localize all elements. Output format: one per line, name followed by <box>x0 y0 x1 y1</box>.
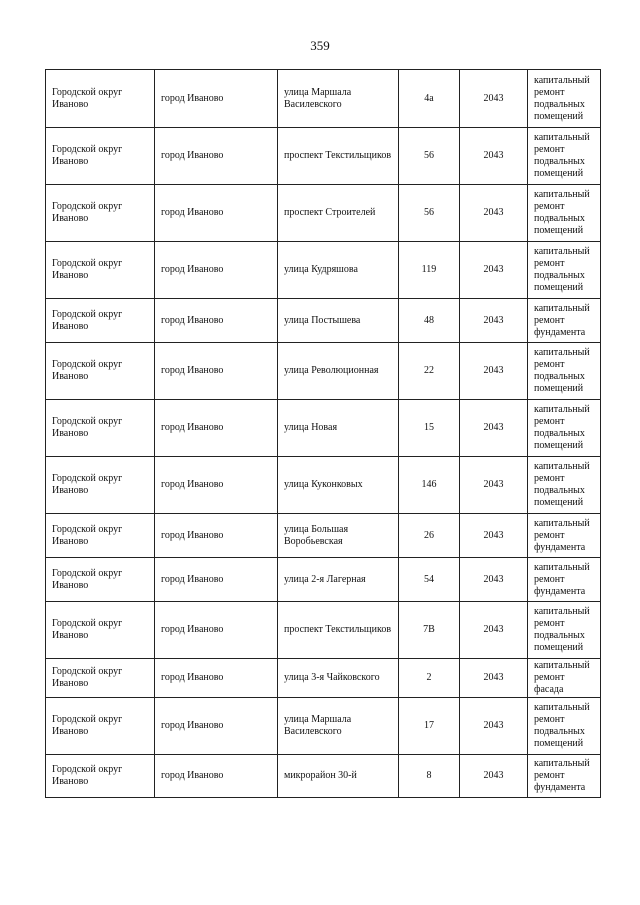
cell-street: проспект Текстильщиков <box>278 128 399 185</box>
cell-house-number: 17 <box>399 698 460 755</box>
table-row <box>46 558 601 602</box>
cell-municipality: Городской округ Иваново <box>46 185 155 242</box>
cell-city: город Иваново <box>155 128 278 185</box>
cell-work-type: капитальный ремонт подвальных помещений <box>528 242 601 299</box>
cell-year: 2043 <box>460 659 528 698</box>
cell-street: улица Большая Воробьевская <box>278 514 399 558</box>
cell-street: проспект Строителей <box>278 185 399 242</box>
table-row <box>46 400 601 457</box>
cell-city: город Иваново <box>155 755 278 798</box>
cell-municipality: Городской округ Иваново <box>46 70 155 128</box>
cell-municipality: Городской округ Иваново <box>46 242 155 299</box>
cell-year: 2043 <box>460 755 528 798</box>
cell-work-type: капитальный ремонт подвальных помещений <box>528 185 601 242</box>
cell-year: 2043 <box>460 185 528 242</box>
page-number: 359 <box>310 38 330 53</box>
cell-year: 2043 <box>460 70 528 128</box>
cell-municipality: Городской округ Иваново <box>46 128 155 185</box>
cell-year: 2043 <box>460 457 528 514</box>
cell-house-number: 22 <box>399 343 460 400</box>
cell-year: 2043 <box>460 400 528 457</box>
cell-work-type: капитальный ремонт подвальных помещений <box>528 400 601 457</box>
cell-house-number: 4а <box>399 70 460 128</box>
cell-municipality: Городской округ Иваново <box>46 698 155 755</box>
cell-year: 2043 <box>460 299 528 343</box>
cell-street: улица Новая <box>278 400 399 457</box>
cell-work-type: капитальный ремонт фундамента <box>528 514 601 558</box>
cell-year: 2043 <box>460 343 528 400</box>
cell-work-type: капитальный ремонт подвальных помещений <box>528 457 601 514</box>
cell-work-type: капитальный ремонт фасада <box>528 659 601 698</box>
housing-repair-table <box>45 69 601 798</box>
table-row <box>46 659 601 698</box>
cell-municipality: Городской округ Иваново <box>46 755 155 798</box>
cell-municipality: Городской округ Иваново <box>46 558 155 602</box>
cell-house-number: 26 <box>399 514 460 558</box>
cell-street: проспект Текстильщиков <box>278 602 399 659</box>
cell-work-type: капитальный ремонт подвальных помещений <box>528 343 601 400</box>
cell-city: город Иваново <box>155 242 278 299</box>
table-row <box>46 457 601 514</box>
cell-city: город Иваново <box>155 602 278 659</box>
table-row <box>46 128 601 185</box>
table-row <box>46 242 601 299</box>
cell-street: улица Куконковых <box>278 457 399 514</box>
cell-municipality: Городской округ Иваново <box>46 457 155 514</box>
cell-house-number: 119 <box>399 242 460 299</box>
cell-street: улица Революционная <box>278 343 399 400</box>
cell-street: улица Маршала Василевского <box>278 698 399 755</box>
cell-work-type: капитальный ремонт подвальных помещений <box>528 128 601 185</box>
cell-work-type: капитальный ремонт фундамента <box>528 299 601 343</box>
table-row <box>46 185 601 242</box>
cell-city: город Иваново <box>155 185 278 242</box>
cell-city: город Иваново <box>155 400 278 457</box>
cell-street: улица 3-я Чайковского <box>278 659 399 698</box>
cell-house-number: 48 <box>399 299 460 343</box>
cell-street: улица Постышева <box>278 299 399 343</box>
cell-street: улица Кудряшова <box>278 242 399 299</box>
cell-city: город Иваново <box>155 70 278 128</box>
table-row <box>46 299 601 343</box>
table-row <box>46 514 601 558</box>
cell-city: город Иваново <box>155 558 278 602</box>
cell-house-number: 56 <box>399 185 460 242</box>
cell-municipality: Городской округ Иваново <box>46 514 155 558</box>
cell-street: микрорайон 30-й <box>278 755 399 798</box>
cell-house-number: 15 <box>399 400 460 457</box>
cell-year: 2043 <box>460 698 528 755</box>
cell-city: город Иваново <box>155 514 278 558</box>
cell-year: 2043 <box>460 514 528 558</box>
cell-city: город Иваново <box>155 659 278 698</box>
table-row <box>46 602 601 659</box>
cell-municipality: Городской округ Иваново <box>46 299 155 343</box>
cell-municipality: Городской округ Иваново <box>46 400 155 457</box>
cell-city: город Иваново <box>155 299 278 343</box>
cell-municipality: Городской округ Иваново <box>46 602 155 659</box>
table-row <box>46 70 601 128</box>
table-row <box>46 755 601 798</box>
cell-year: 2043 <box>460 602 528 659</box>
cell-municipality: Городской округ Иваново <box>46 343 155 400</box>
cell-street: улица 2-я Лагерная <box>278 558 399 602</box>
cell-municipality: Городской округ Иваново <box>46 659 155 698</box>
table-row <box>46 343 601 400</box>
cell-house-number: 54 <box>399 558 460 602</box>
cell-year: 2043 <box>460 242 528 299</box>
cell-house-number: 146 <box>399 457 460 514</box>
table-row <box>46 698 601 755</box>
cell-house-number: 7В <box>399 602 460 659</box>
cell-work-type: капитальный ремонт подвальных помещений <box>528 602 601 659</box>
cell-city: город Иваново <box>155 343 278 400</box>
cell-work-type: капитальный ремонт фундамента <box>528 558 601 602</box>
cell-year: 2043 <box>460 128 528 185</box>
cell-city: город Иваново <box>155 457 278 514</box>
cell-work-type: капитальный ремонт подвальных помещений <box>528 698 601 755</box>
cell-work-type: капитальный ремонт фундамента <box>528 755 601 798</box>
cell-city: город Иваново <box>155 698 278 755</box>
cell-house-number: 8 <box>399 755 460 798</box>
cell-house-number: 2 <box>399 659 460 698</box>
cell-street: улица Маршала Василевского <box>278 70 399 128</box>
cell-work-type: капитальный ремонт подвальных помещений <box>528 70 601 128</box>
cell-year: 2043 <box>460 558 528 602</box>
cell-house-number: 56 <box>399 128 460 185</box>
